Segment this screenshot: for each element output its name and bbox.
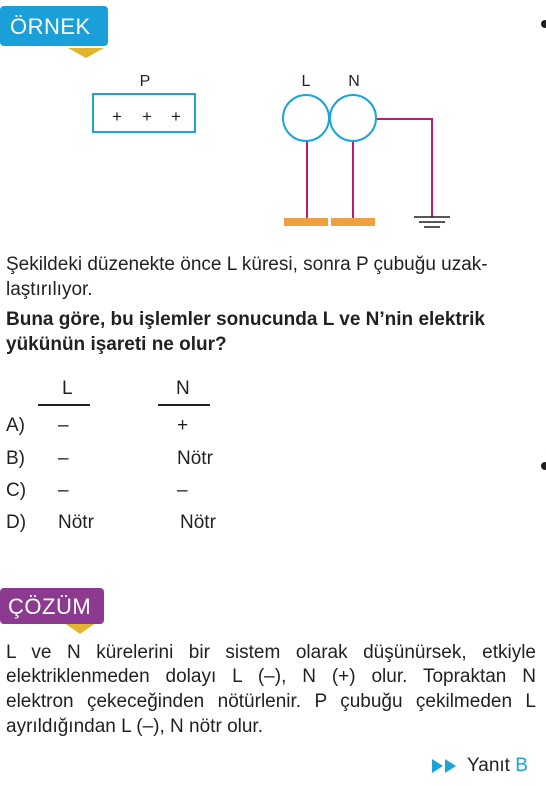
rod-p-label: P xyxy=(139,73,151,90)
option-d-l: Nötr xyxy=(58,512,94,533)
edge-mark xyxy=(541,462,546,470)
question-line-2: laştırılıyor. xyxy=(6,279,93,300)
question-bold-line-2: yükünün işareti ne olur? xyxy=(6,334,227,355)
options-header-n: N xyxy=(176,378,190,399)
answer-label-text: Yanıt xyxy=(467,755,510,776)
rod-charge: + xyxy=(112,107,122,126)
solution-line-2: elektriklenmeden dolayı L (–), N (+) olur. Topraktan N xyxy=(6,666,536,687)
edge-mark xyxy=(541,20,546,28)
option-a-letter[interactable]: A) xyxy=(6,415,25,436)
solution-badge-label: ÇÖZÜM xyxy=(8,594,92,619)
option-d-letter[interactable]: D) xyxy=(6,512,27,533)
answer-value: B xyxy=(515,755,528,776)
sphere-l-label: L xyxy=(301,73,311,90)
double-arrow-icon xyxy=(432,757,462,775)
circuit-figure xyxy=(0,60,546,240)
option-a-n: + xyxy=(177,415,189,436)
option-b-n: Nötr xyxy=(177,448,213,469)
rod-charge: + xyxy=(142,107,152,126)
solution-line-3: elektron çekeceğinden nötürlenir. P çubuğu çekilmeden L xyxy=(6,691,536,712)
options-header-l: L xyxy=(62,378,73,399)
option-b-letter[interactable]: B) xyxy=(6,448,25,469)
sphere-l xyxy=(283,95,329,141)
options-header-rule-n xyxy=(158,404,210,406)
base-n xyxy=(331,218,375,226)
sphere-n xyxy=(330,95,376,141)
option-c-l: – xyxy=(58,480,69,501)
ground-icon xyxy=(414,217,450,227)
rod-charge: + xyxy=(171,107,181,126)
sphere-n-label: N xyxy=(348,73,360,90)
option-b-l: – xyxy=(58,448,69,469)
question-line-1: Şekildeki düzenekte önce L küresi, sonra P çubuğu uzak- xyxy=(6,254,488,275)
option-a-l: – xyxy=(58,415,69,436)
option-c-letter[interactable]: C) xyxy=(6,480,27,501)
solution-line-1: L ve N kürelerini bir sistem olarak düşünürsek, etkiyle xyxy=(6,642,536,663)
option-d-n: Nötr xyxy=(180,512,216,533)
options-header-rule-l xyxy=(38,404,90,406)
base-l xyxy=(284,218,328,226)
solution-line-4: ayrıldığından L (–), N nötr olur. xyxy=(6,716,263,737)
answer-label xyxy=(467,755,528,777)
option-c-n: – xyxy=(177,480,188,501)
example-badge-label: ÖRNEK xyxy=(10,14,91,39)
question-bold-line-1: Buna göre, bu işlemler sonucunda L ve N’nin elektrik xyxy=(6,309,485,330)
